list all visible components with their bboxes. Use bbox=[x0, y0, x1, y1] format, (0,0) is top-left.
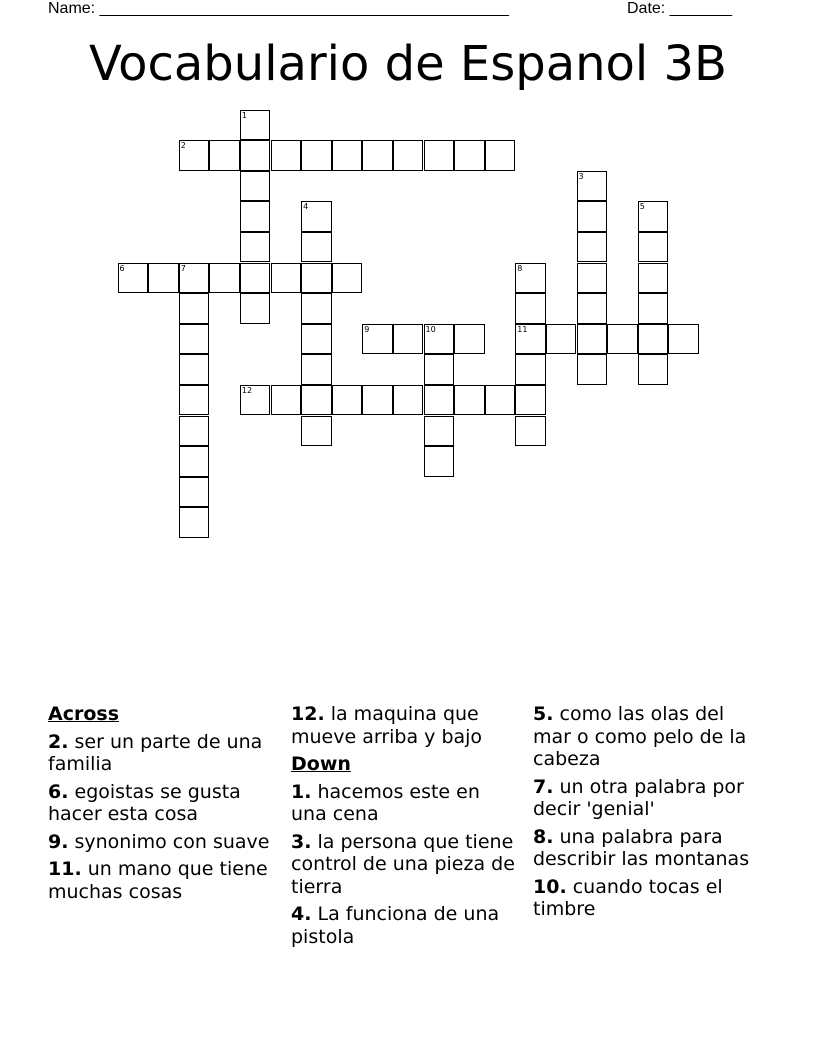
clue-text: la maquina que mueve arriba y bajo bbox=[291, 703, 483, 748]
grid-cell[interactable] bbox=[240, 293, 271, 324]
clue-number-label: 9 bbox=[364, 324, 370, 334]
grid-cell[interactable] bbox=[332, 263, 363, 294]
clue-column-1 bbox=[48, 703, 278, 908]
clue-text: un mano que tiene muchas cosas bbox=[48, 858, 268, 903]
grid-cell[interactable] bbox=[362, 140, 393, 171]
clue-number-label: 3 bbox=[578, 171, 584, 181]
grid-cell[interactable] bbox=[424, 416, 455, 447]
clue-across-12 bbox=[291, 703, 521, 748]
clue-text: cuando tocas el timbre bbox=[533, 875, 723, 920]
grid-cell[interactable] bbox=[424, 446, 455, 477]
clue-text: la persona que tiene control de una pieza de tierra bbox=[291, 830, 515, 898]
grid-cell[interactable] bbox=[179, 385, 210, 416]
grid-cell[interactable] bbox=[454, 324, 485, 355]
clue-number: 12. bbox=[291, 703, 325, 725]
clue-across-11 bbox=[48, 858, 278, 903]
grid-cell[interactable] bbox=[179, 446, 210, 477]
grid-cell[interactable] bbox=[515, 416, 546, 447]
grid-cell[interactable] bbox=[332, 385, 363, 416]
grid-cell[interactable] bbox=[577, 324, 608, 355]
clue-down-5 bbox=[533, 703, 763, 771]
clue-down-4 bbox=[291, 903, 521, 948]
grid-cell[interactable] bbox=[362, 385, 393, 416]
clue-number-label: 2 bbox=[180, 141, 186, 151]
clue-number-label: 6 bbox=[119, 263, 125, 273]
grid-cell[interactable] bbox=[515, 293, 546, 324]
grid-cell[interactable] bbox=[638, 293, 669, 324]
grid-cell[interactable] bbox=[271, 263, 302, 294]
grid-cell[interactable] bbox=[271, 140, 302, 171]
clue-number: 2. bbox=[48, 730, 69, 753]
across-heading: Across bbox=[48, 703, 120, 725]
date-field-label: Date: _______ bbox=[627, 0, 732, 17]
grid-cell[interactable] bbox=[515, 385, 546, 416]
clue-across-9 bbox=[48, 831, 278, 854]
clue-text: synonimo con suave bbox=[74, 830, 270, 853]
clue-number: 7. bbox=[533, 775, 554, 798]
grid-cell[interactable] bbox=[179, 354, 210, 385]
grid-cell[interactable] bbox=[424, 324, 455, 355]
grid-cell[interactable] bbox=[301, 354, 332, 385]
grid-cell[interactable] bbox=[638, 232, 669, 263]
clue-down-8 bbox=[533, 826, 763, 871]
name-field-label: Name: ______________________________________________ bbox=[48, 0, 509, 17]
grid-cell[interactable] bbox=[179, 140, 210, 171]
grid-cell[interactable] bbox=[638, 354, 669, 385]
clue-number: 5. bbox=[533, 703, 554, 725]
clue-number-label: 12 bbox=[241, 385, 253, 395]
grid-cell[interactable] bbox=[240, 232, 271, 263]
clue-column-2 bbox=[291, 703, 521, 953]
grid-cell[interactable] bbox=[301, 293, 332, 324]
clue-number: 6. bbox=[48, 780, 69, 803]
clue-down-10 bbox=[533, 876, 763, 921]
grid-cell[interactable] bbox=[454, 140, 485, 171]
clue-number: 9. bbox=[48, 830, 69, 853]
clue-down-1 bbox=[291, 781, 521, 826]
grid-cell[interactable] bbox=[577, 293, 608, 324]
clue-number: 4. bbox=[291, 903, 312, 925]
grid-cell[interactable] bbox=[638, 263, 669, 294]
grid-cell[interactable] bbox=[240, 263, 271, 294]
grid-cell[interactable] bbox=[577, 263, 608, 294]
grid-cell[interactable] bbox=[301, 232, 332, 263]
grid-cell[interactable] bbox=[271, 385, 302, 416]
grid-cell[interactable] bbox=[577, 232, 608, 263]
clue-column-3 bbox=[533, 703, 763, 926]
clue-text: egoistas se gusta hacer esta cosa bbox=[48, 780, 241, 825]
clue-number: 1. bbox=[291, 780, 312, 803]
clue-text: ser un parte de una familia bbox=[48, 730, 263, 775]
grid-cell[interactable] bbox=[301, 140, 332, 171]
clue-number-label: 4 bbox=[303, 202, 309, 212]
grid-cell[interactable] bbox=[332, 140, 363, 171]
grid-cell[interactable] bbox=[179, 263, 210, 294]
grid-cell[interactable] bbox=[301, 263, 332, 294]
clue-number: 11. bbox=[48, 858, 82, 880]
grid-cell[interactable] bbox=[209, 140, 240, 171]
grid-cell[interactable] bbox=[179, 477, 210, 508]
grid-cell[interactable] bbox=[179, 507, 210, 538]
grid-cell[interactable] bbox=[179, 293, 210, 324]
grid-cell[interactable] bbox=[485, 140, 516, 171]
grid-cell[interactable] bbox=[362, 324, 393, 355]
clue-down-7 bbox=[533, 776, 763, 821]
clue-text: La funciona de una pistola bbox=[291, 903, 500, 948]
clue-text: hacemos este en una cena bbox=[291, 780, 480, 825]
grid-cell[interactable] bbox=[424, 140, 455, 171]
clue-number-label: 1 bbox=[241, 110, 247, 120]
clue-number-label: 8 bbox=[517, 263, 523, 273]
grid-cell[interactable] bbox=[301, 416, 332, 447]
grid-cell[interactable] bbox=[668, 324, 699, 355]
grid-cell[interactable] bbox=[240, 171, 271, 202]
grid-cell[interactable] bbox=[148, 263, 179, 294]
grid-cell[interactable] bbox=[607, 324, 638, 355]
grid-cell[interactable] bbox=[179, 324, 210, 355]
grid-cell[interactable] bbox=[118, 263, 149, 294]
clue-number: 8. bbox=[533, 825, 554, 848]
grid-cell[interactable] bbox=[424, 354, 455, 385]
clue-number-label: 7 bbox=[180, 263, 186, 273]
grid-cell[interactable] bbox=[546, 324, 577, 355]
clue-number: 10. bbox=[533, 875, 567, 898]
grid-cell[interactable] bbox=[577, 171, 608, 202]
clue-number-label: 10 bbox=[425, 324, 436, 334]
grid-cell[interactable] bbox=[577, 201, 608, 232]
clue-text: una palabra para describir las montanas bbox=[533, 825, 750, 870]
clue-number: 3. bbox=[291, 830, 312, 853]
grid-cell[interactable] bbox=[393, 324, 424, 355]
grid-cell[interactable] bbox=[393, 140, 424, 171]
grid-cell[interactable] bbox=[515, 354, 546, 385]
page-title: Vocabulario de Espanol 3B bbox=[89, 36, 727, 92]
clue-text: un otra palabra por decir 'genial' bbox=[533, 775, 744, 820]
down-heading: Down bbox=[291, 753, 351, 775]
grid-cell[interactable] bbox=[515, 263, 546, 294]
grid-cell[interactable] bbox=[240, 140, 271, 171]
grid-cell[interactable] bbox=[515, 324, 546, 355]
clue-down-3 bbox=[291, 831, 521, 899]
grid-cell[interactable] bbox=[240, 201, 271, 232]
clue-text: como las olas del mar o como pelo de la cabeza bbox=[533, 703, 747, 770]
grid-cell[interactable] bbox=[485, 385, 516, 416]
clue-number-label: 5 bbox=[639, 202, 645, 212]
grid-cell[interactable] bbox=[301, 201, 332, 232]
clue-number-label: 11 bbox=[517, 324, 528, 334]
grid-cell[interactable] bbox=[424, 385, 455, 416]
grid-cell[interactable] bbox=[240, 385, 271, 416]
grid-cell[interactable] bbox=[179, 416, 210, 447]
grid-cell[interactable] bbox=[301, 324, 332, 355]
grid-cell[interactable] bbox=[638, 324, 669, 355]
grid-cell[interactable] bbox=[301, 385, 332, 416]
grid-cell[interactable] bbox=[393, 385, 424, 416]
clue-across-6 bbox=[48, 781, 278, 826]
grid-cell[interactable] bbox=[454, 385, 485, 416]
grid-cell[interactable] bbox=[209, 263, 240, 294]
grid-cell[interactable] bbox=[240, 110, 271, 141]
grid-cell[interactable] bbox=[638, 201, 669, 232]
clue-across-2 bbox=[48, 731, 278, 776]
grid-cell[interactable] bbox=[577, 354, 608, 385]
